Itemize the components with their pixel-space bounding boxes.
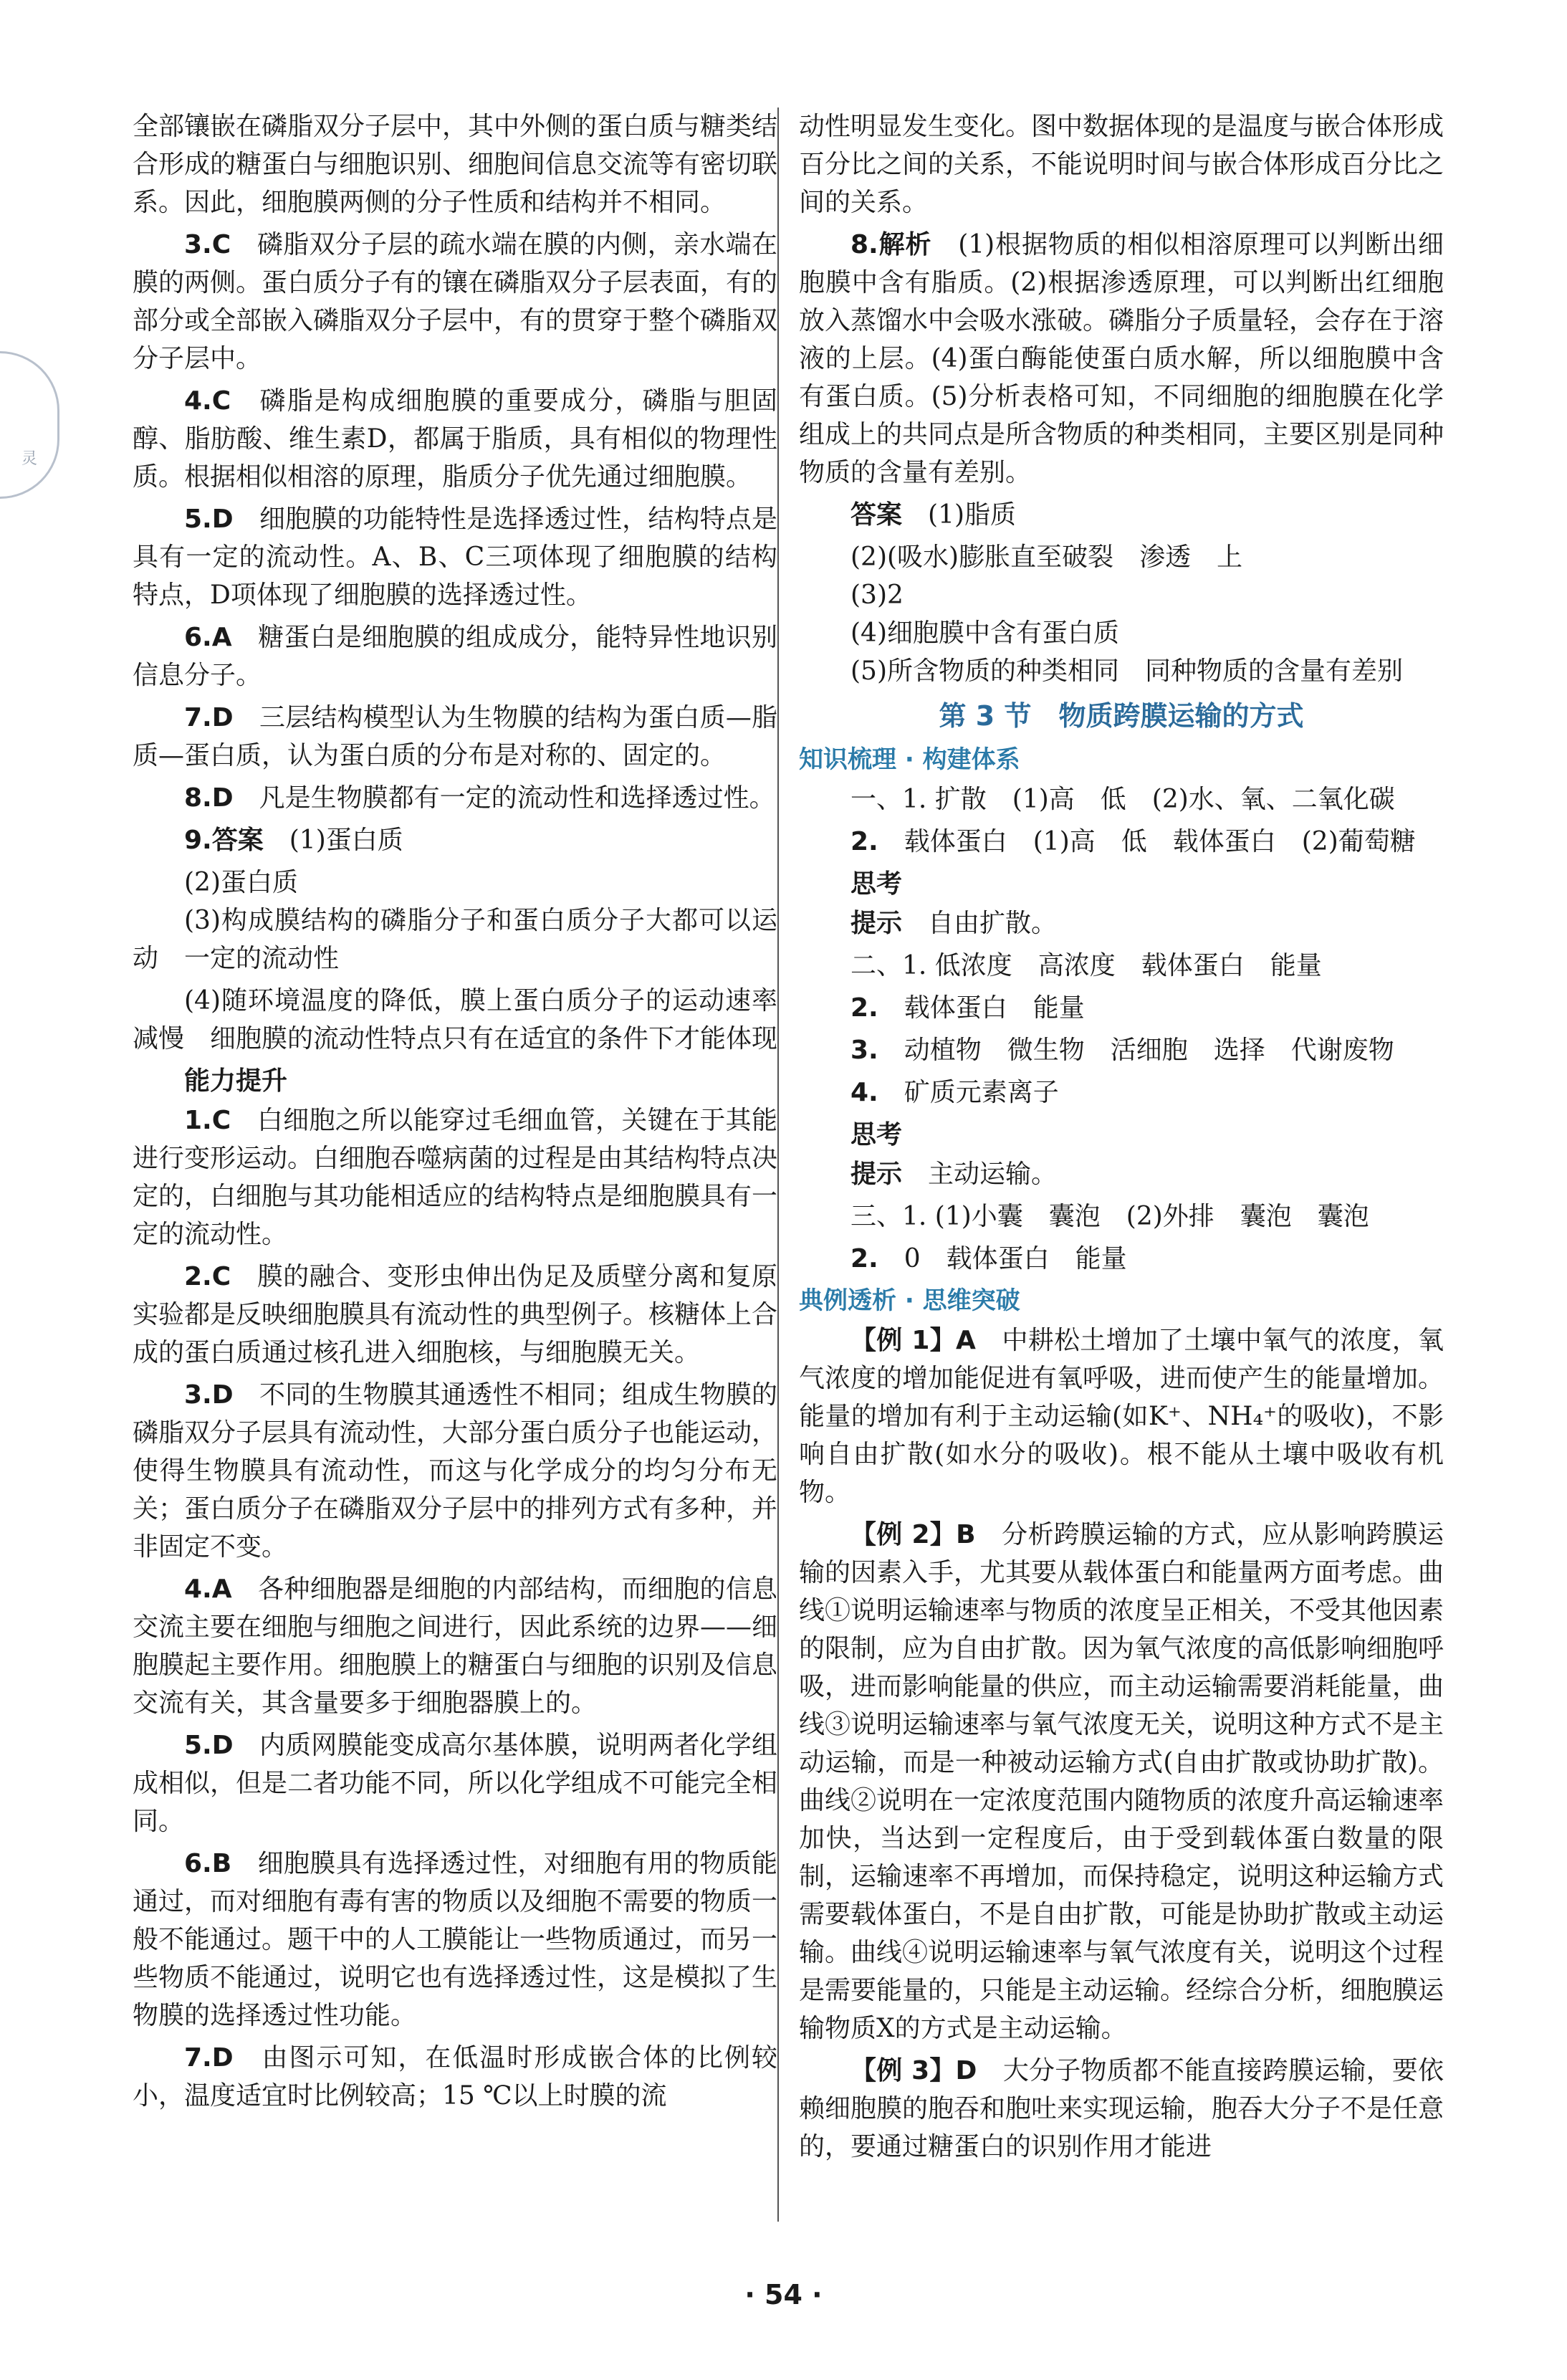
paragraph <box>133 1726 777 1840</box>
paragraph <box>799 989 1444 1027</box>
paragraph <box>133 618 777 694</box>
heading: 思考 <box>850 869 903 899</box>
paragraph-text: 载体蛋白 能量 <box>904 993 1085 1023</box>
item-number: 2. <box>850 1244 878 1273</box>
item-number: 2. <box>850 827 878 856</box>
item-number: 提示 <box>850 1160 903 1189</box>
paragraph <box>799 904 1444 942</box>
item-number: 6.A <box>184 623 232 652</box>
item-number: 9.答案 <box>184 826 264 855</box>
paragraph <box>799 226 1444 492</box>
paragraph <box>799 1322 1444 1511</box>
paragraph-text: 凡是生物膜都有一定的流动性和选择透过性。 <box>259 783 775 813</box>
paragraph-text: 内质网膜能变成高尔基体膜，说明两者化学组成相似，但是二者功能不同，所以化学组成不可能完全相同。 <box>133 1731 778 1836</box>
paragraph-text: 0 载体蛋白 能量 <box>904 1244 1127 1273</box>
right-column <box>799 107 1444 2170</box>
paragraph-text: 细胞膜具有选择透过性，对细胞有用的物质能通过，而对细胞有毒有害的物质以及细胞不需要的物质一般不能通过。题干中的人工膜能让一些物质通过，而另一些物质不能通过，说明它也有选择透过性，这是模拟了生物膜的选择透过性功能。 <box>133 1849 778 2030</box>
paragraph-text: 二、1. 低浓度 高浓度 载体蛋白 能量 <box>850 951 1322 980</box>
paragraph <box>799 1155 1444 1193</box>
paragraph <box>133 107 777 221</box>
item-number: 【例 3】D <box>850 2056 977 2085</box>
paragraph <box>799 496 1444 534</box>
item-number: 答案 <box>850 500 903 530</box>
item-number: 3. <box>850 1036 878 1065</box>
item-number: 1.C <box>184 1106 231 1135</box>
paragraph-text: 大分子物质都不能直接跨膜运输，要依赖细胞膜的胞吞和胞吐来实现运输，胞吞大分子不是任意的，要通过糖蛋白的识别作用才能进 <box>799 2056 1444 2161</box>
paragraph-text: 动植物 微生物 活细胞 选择 代谢废物 <box>904 1036 1394 1065</box>
paragraph-text: 各种细胞器是细胞的内部结构，而细胞的信息交流主要在细胞与细胞之间进行，因此系统的边界——细胞膜起主要作用。细胞膜上的糖蛋白与细胞的识别及信息交流有关，其含量要多于细胞器膜上的。 <box>133 1574 778 1718</box>
paragraph <box>133 500 777 614</box>
paragraph <box>799 947 1444 985</box>
paragraph <box>133 1570 777 1722</box>
paragraph-text: (5)所含物质的种类相同 同种物质的含量有差别 <box>850 656 1403 686</box>
paragraph <box>133 1101 777 1253</box>
item-number: 3.C <box>184 230 231 259</box>
item-number: 3.D <box>184 1380 234 1410</box>
paragraph-text: 中耕松土增加了土壤中氧气的浓度，氧气浓度的增加能促进有氧呼吸，进而使产生的能量增加。能量的增加有利于主动运输(如K⁺、NH₄⁺的吸收)，不影响自由扩散(如水分的吸收)。根不能从土壤中吸收有机物。 <box>799 1326 1444 1507</box>
item-number: 4. <box>850 1078 878 1107</box>
paragraph <box>133 982 777 1058</box>
paragraph <box>133 1376 777 1566</box>
item-number: 4.A <box>184 1574 232 1604</box>
item-number: 【例 2】B <box>850 1520 976 1549</box>
paragraph-text: (1)根据物质的相似相溶原理可以判断出细胞膜中含有脂质。(2)根据渗透原理，可以判断出红细胞放入蒸馏水中会吸水涨破。磷脂分子质量轻，会存在于溶液的上层。(4)蛋白酶能使蛋白质水解，所以细胞膜中含有蛋白质。(5)分析表格可知，不同细胞的细胞膜在化学组成上的共同点是所含物质的种类相同，主要区别是同种物质的含量有差别。 <box>799 230 1444 487</box>
paragraph <box>799 1031 1444 1069</box>
paragraph <box>133 779 777 817</box>
paragraph <box>799 652 1444 690</box>
left-column <box>133 107 777 2119</box>
paragraph-text: 细胞膜的功能特性是选择透过性，结构特点是具有一定的流动性。A、B、C三项体现了细胞膜的结构特点，D项体现了细胞膜的选择透过性。 <box>133 505 777 610</box>
paragraph-text: 一、1. 扩散 (1)高 低 (2)水、氧、二氧化碳 <box>850 785 1395 814</box>
paragraph <box>133 1845 777 2035</box>
paragraph-text: 动性明显发生变化。图中数据体现的是温度与嵌合体形成百分比之间的关系，不能说明时间与嵌合体形成百分比之间的关系。 <box>799 112 1444 217</box>
column-divider <box>777 107 779 2222</box>
paragraph-text: 糖蛋白是细胞膜的组成成分，能特异性地识别信息分子。 <box>133 623 777 690</box>
paragraph-text: 三层结构模型认为生物膜的结构为蛋白质—脂质—蛋白质，认为蛋白质的分布是对称的、固定的。 <box>133 703 777 770</box>
subsection-heading: 知识梳理 · 构建体系 <box>799 745 1020 774</box>
item-number: 7.D <box>184 2043 234 2073</box>
paragraph <box>133 699 777 775</box>
paragraph-text: 不同的生物膜其通透性不相同；组成生物膜的磷脂双分子层具有流动性，大部分蛋白质分子也能运动，使得生物膜具有流动性，而这与化学成分的均匀分布无关；蛋白质分子在磷脂双分子层中的排列方式有多种，并非固定不变。 <box>133 1380 778 1562</box>
paragraph <box>133 226 777 378</box>
subsection-heading: 典例透析 · 思维突破 <box>799 1286 1020 1315</box>
paragraph-text: 白细胞之所以能穿过毛细血管，关键在于其能进行变形运动。白细胞吞噬病菌的过程是由其结构特点决定的，白细胞与其功能相适应的结构特点是细胞膜具有一定的流动性。 <box>133 1106 778 1249</box>
item-number: 8.解析 <box>850 230 932 259</box>
paragraph-text: 磷脂是构成细胞膜的重要成分，磷脂与胆固醇、脂肪酸、维生素D，都属于脂质，具有相似的物理性质。根据相似相溶的原理，脂质分子优先通过细胞膜。 <box>133 386 777 492</box>
paragraph <box>799 780 1444 818</box>
item-number: 2. <box>850 993 878 1023</box>
page-number: · 54 · <box>744 2279 823 2310</box>
paragraph-text: (1)蛋白质 <box>289 826 403 855</box>
paragraph <box>799 107 1444 221</box>
paragraph <box>133 382 777 496</box>
paragraph <box>133 2039 777 2115</box>
item-number: 5.D <box>184 505 234 534</box>
item-number: 提示 <box>850 909 903 938</box>
paragraph-text: 矿质元素离子 <box>904 1078 1059 1107</box>
paragraph <box>133 902 777 978</box>
paragraph <box>133 821 777 859</box>
paragraph <box>799 1074 1444 1112</box>
answer-line: (2)(吸水)膨胀直至破裂 渗透 上 <box>850 543 1243 572</box>
paragraph-text: 由图示可知，在低温时形成嵌合体的比例较小，温度适宜时比例较高；15 ℃以上时膜的流 <box>133 2043 777 2111</box>
item-number: 4.C <box>184 386 231 416</box>
paragraph <box>799 823 1444 861</box>
side-stamp <box>0 351 59 499</box>
item-number: 6.B <box>184 1849 232 1878</box>
answer-line: (3)2 <box>850 580 904 610</box>
item-number: 7.D <box>184 703 234 732</box>
paragraph-text: 主动运输。 <box>928 1160 1058 1189</box>
paragraph <box>799 2052 1444 2166</box>
item-number: 2.C <box>184 1262 231 1291</box>
item-number: 8.D <box>184 783 234 813</box>
paragraph-text: (1)脂质 <box>928 500 1017 530</box>
paragraph-text: 三、1. (1)小囊 囊泡 (2)外排 囊泡 囊泡 <box>850 1202 1369 1231</box>
paragraph <box>799 1240 1444 1278</box>
stamp-text: 灵 <box>21 450 38 468</box>
item-number: 5.D <box>184 1731 234 1760</box>
section-title: 第 3 节 物质跨膜运输的方式 <box>939 700 1304 732</box>
heading: 能力提升 <box>184 1066 288 1096</box>
paragraph <box>799 1198 1444 1236</box>
paragraph-text: 自由扩散。 <box>928 909 1058 938</box>
paragraph <box>133 1258 777 1372</box>
heading: 思考 <box>850 1120 903 1150</box>
paragraph-text: 膜的融合、变形虫伸出伪足及质壁分离和复原实验都是反映细胞膜具有流动性的典型例子。核糖体上合成的蛋白质通过核孔进入细胞核，与细胞膜无关。 <box>133 1262 778 1367</box>
answer-line: (2)蛋白质 <box>184 868 298 897</box>
paragraph-text: 载体蛋白 (1)高 低 载体蛋白 (2)葡萄糖 <box>904 827 1416 856</box>
answer-line: (4)细胞膜中含有蛋白质 <box>850 618 1119 648</box>
paragraph-text: 全部镶嵌在磷脂双分子层中，其中外侧的蛋白质与糖类结合形成的糖蛋白与细胞识别、细胞间信息交流等有密切联系。因此，细胞膜两侧的分子性质和结构并不相同。 <box>133 112 778 217</box>
paragraph-text: (4)随环境温度的降低，膜上蛋白质分子的运动速率减慢 细胞膜的流动性特点只有在适宜的条件下才能体现 <box>133 986 778 1053</box>
item-number: 【例 1】A <box>850 1326 976 1355</box>
paragraph-text: 分析跨膜运输的方式，应从影响跨膜运输的因素入手，尤其要从载体蛋白和能量两方面考虑。曲线①说明运输速率与物质的浓度呈正相关，不受其他因素的限制，应为自由扩散。因为氧气浓度的高低影响细胞呼吸，进而影响能量的供应，而主动运输需要消耗能量，曲线③说明运输速率与氧气浓度无关，说明这种方式不是主动运输，而是一种被动运输方式(自由扩散或协助扩散)。曲线②说明在一定浓度范围内随物质的浓度升高运输速率加快，当达到一定程度后，由于受到载体蛋白数量的限制，运输速率不再增加，而保持稳定，说明这种运输方式需要载体蛋白，不是自由扩散，可能是协助扩散或主动运输。曲线④说明运输速率与氧气浓度有关，说明这个过程是需要能量的，只能是主动运输。经综合分析，细胞膜运输物质X的方式是主动运输。 <box>799 1520 1444 2043</box>
paragraph <box>799 1516 1444 2047</box>
paragraph-text: (3)构成膜结构的磷脂分子和蛋白质分子大都可以运动 一定的流动性 <box>133 906 777 973</box>
paragraph-text: 磷脂双分子层的疏水端在膜的内侧，亲水端在膜的两侧。蛋白质分子有的镶在磷脂双分子层表面，有的部分或全部嵌入磷脂双分子层中，有的贯穿于整个磷脂双分子层中。 <box>133 230 778 373</box>
